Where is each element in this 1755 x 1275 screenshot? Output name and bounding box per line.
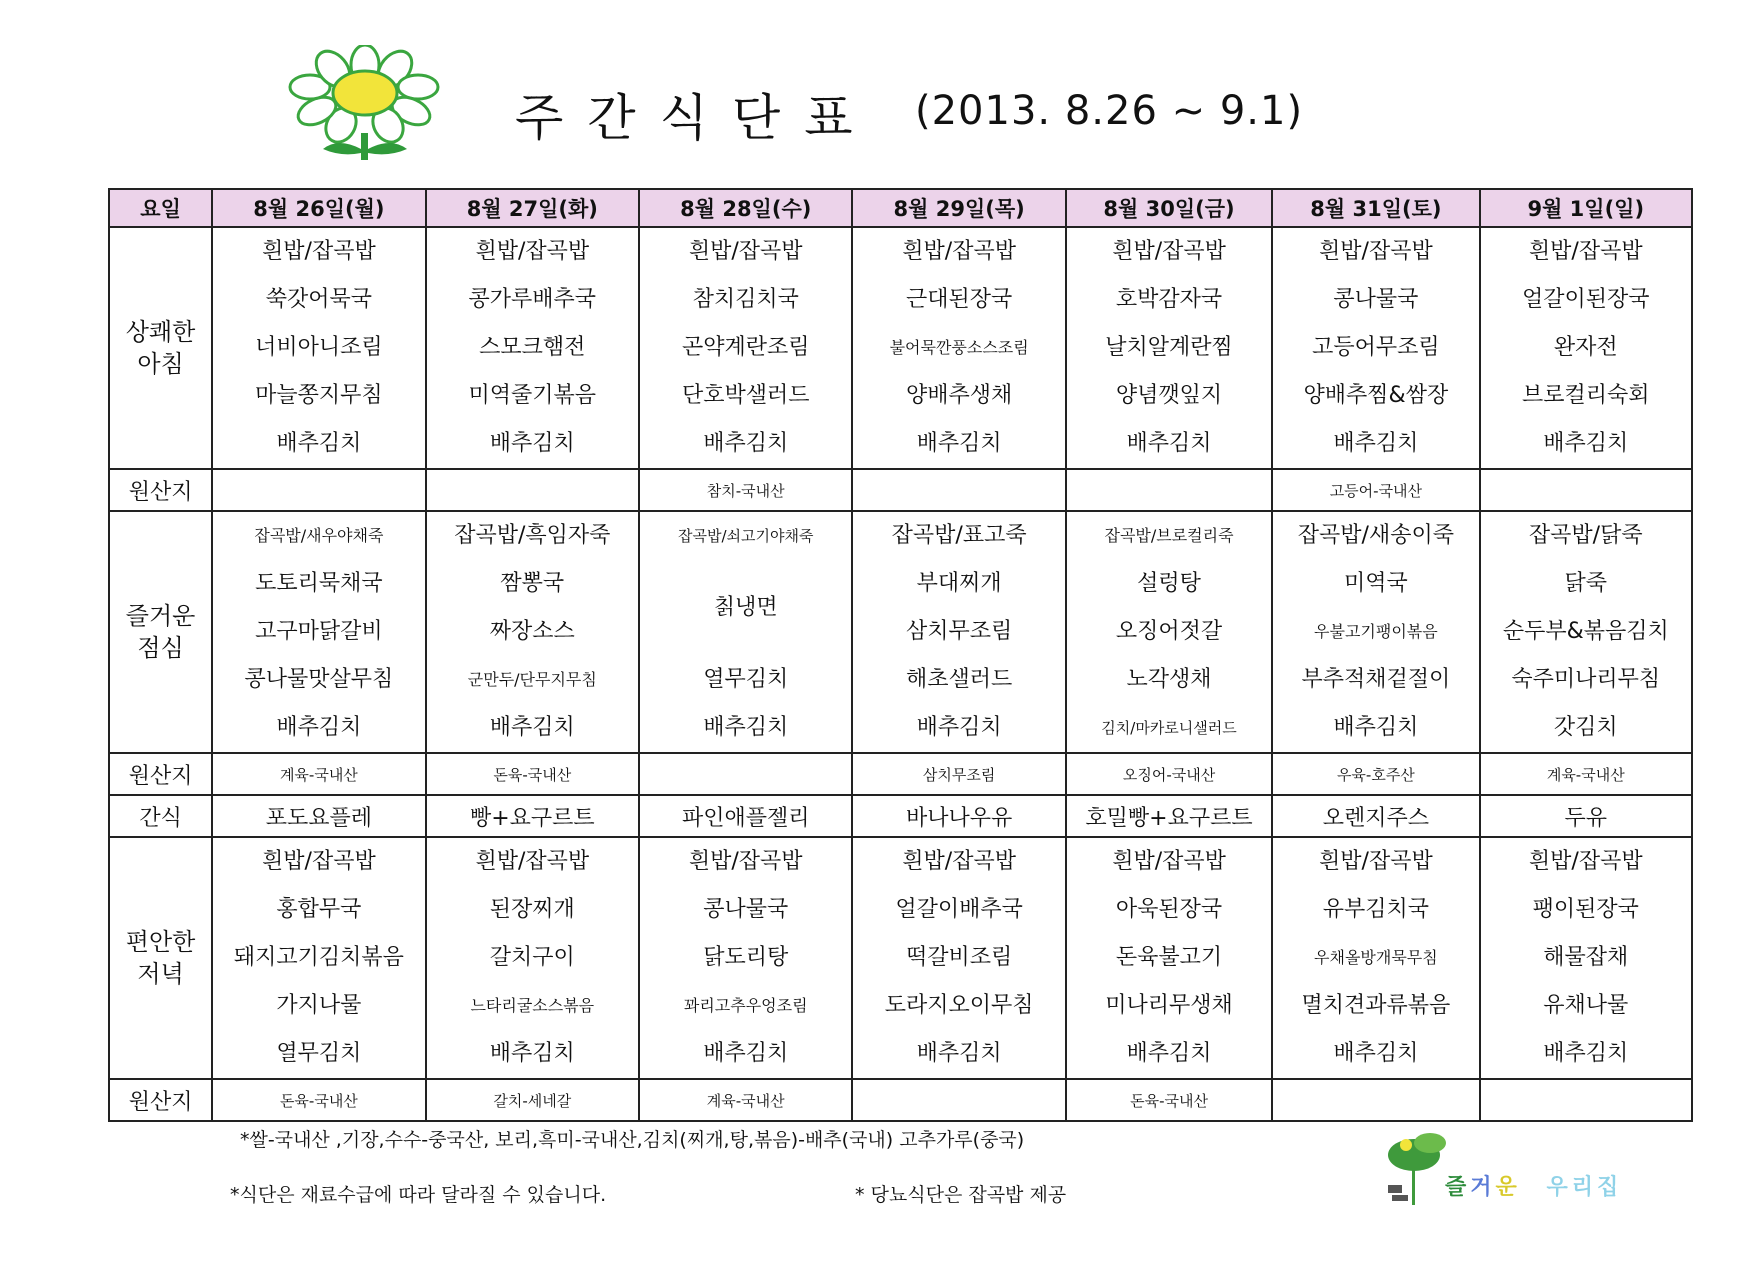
origin-cell: 돈육-국내산 <box>212 1079 425 1121</box>
menu-cell: 흰밥/잡곡밥 유부김치국 우채올방개묵무침 멸치견과류볶음 배추김치 <box>1272 837 1479 1079</box>
dinner-row <box>109 837 1692 1079</box>
origin-label: 원산지 <box>109 753 212 795</box>
footnote-supply: *식단은 재료수급에 따라 달라질 수 있습니다. <box>230 1184 607 1206</box>
snack-cell: 호밀빵+요구르트 <box>1066 795 1272 837</box>
column-header: 8월 30일(금) <box>1066 189 1272 227</box>
column-header: 8월 28일(수) <box>639 189 852 227</box>
menu-cell: 흰밥/잡곡밥 얼갈이된장국 완자전 브로컬리숙회 배추김치 <box>1480 227 1692 469</box>
menu-cell: 잡곡밥/쇠고기야채죽 칡냉면 열무김치 배추김치 <box>639 511 852 753</box>
origin-cell: 삼치무조림 <box>852 753 1065 795</box>
menu-cell: 잡곡밥/새우야채죽 도토리묵채국 고구마닭갈비 콩나물맛살무침 배추김치 <box>212 511 425 753</box>
menu-cell: 흰밥/잡곡밥 홍합무국 돼지고기김치볶음 가지나물 열무김치 <box>212 837 425 1079</box>
menu-cell: 잡곡밥/새송이죽 미역국 우불고기팽이볶음 부추적채겉절이 배추김치 <box>1272 511 1479 753</box>
origin-row-dinner <box>109 1079 1692 1121</box>
header-row <box>109 189 1692 227</box>
header <box>0 0 1755 180</box>
origin-cell: 참치-국내산 <box>639 469 852 511</box>
origin-cell <box>1480 1079 1692 1121</box>
origin-cell: 계육-국내산 <box>1480 753 1692 795</box>
origin-cell <box>1480 469 1692 511</box>
snack-cell: 오렌지주스 <box>1272 795 1479 837</box>
footnote-diabetic: * 당뇨식단은 잡곡밥 제공 <box>855 1184 1067 1206</box>
origin-cell <box>1066 469 1272 511</box>
daisy-icon <box>283 45 448 160</box>
origin-cell <box>639 753 852 795</box>
logo-text: 즐거운 우리집 <box>1445 1175 1623 1200</box>
snack-cell: 파인애플젤리 <box>639 795 852 837</box>
period-label: (2013. 8.26 ~ 9.1) <box>915 88 1304 134</box>
menu-cell: 흰밥/잡곡밥 근대된장국 불어묵깐풍소스조림 양배추생채 배추김치 <box>852 227 1065 469</box>
origin-label: 원산지 <box>109 469 212 511</box>
meal-label-lunch: 즐거운 점심 <box>109 511 212 753</box>
origin-cell <box>852 469 1065 511</box>
origin-cell: 오징어-국내산 <box>1066 753 1272 795</box>
origin-cell: 갈치-세네갈 <box>426 1079 639 1121</box>
menu-cell: 흰밥/잡곡밥 아욱된장국 돈육불고기 미나리무생채 배추김치 <box>1066 837 1272 1079</box>
snack-cell: 두유 <box>1480 795 1692 837</box>
breakfast-row <box>109 227 1692 469</box>
menu-cell: 잡곡밥/닭죽 닭죽 순두부&볶음김치 숙주미나리무침 갓김치 <box>1480 511 1692 753</box>
origin-cell <box>212 469 425 511</box>
column-header: 8월 29일(목) <box>852 189 1065 227</box>
origin-cell <box>1272 1079 1479 1121</box>
snack-cell: 빵+요구르트 <box>426 795 639 837</box>
snack-row <box>109 795 1692 837</box>
origin-cell: 계육-국내산 <box>639 1079 852 1121</box>
menu-cell: 잡곡밥/표고죽 부대찌개 삼치무조림 해초샐러드 배추김치 <box>852 511 1065 753</box>
footnote-origin: *쌀-국내산 ,기장,수수-중국산, 보리,흑미-국내산,김치(찌개,탕,볶음)-배추(국내) 고추가루(중국) <box>240 1129 1025 1151</box>
menu-cell: 흰밥/잡곡밥 팽이된장국 해물잡채 유채나물 배추김치 <box>1480 837 1692 1079</box>
snack-cell: 바나나우유 <box>852 795 1065 837</box>
origin-cell: 계육-국내산 <box>212 753 425 795</box>
menu-cell: 잡곡밥/흑임자죽 짬뽕국 짜장소스 군만두/단무지무침 배추김치 <box>426 511 639 753</box>
menu-cell: 흰밥/잡곡밥 콩나물국 고등어무조림 양배추찜&쌈장 배추김치 <box>1272 227 1479 469</box>
menu-table <box>108 188 1693 1122</box>
menu-cell: 흰밥/잡곡밥 된장찌개 갈치구이 느타리굴소스볶음 배추김치 <box>426 837 639 1079</box>
menu-cell: 흰밥/잡곡밥 얼갈이배추국 떡갈비조림 도라지오이무침 배추김치 <box>852 837 1065 1079</box>
origin-cell: 돈육-국내산 <box>426 753 639 795</box>
page-title: 주간식단표 <box>515 89 877 147</box>
origin-cell <box>852 1079 1065 1121</box>
meal-label-dinner: 편안한 저녁 <box>109 837 212 1079</box>
column-header: 8월 31일(토) <box>1272 189 1479 227</box>
column-header: 8월 26일(월) <box>212 189 425 227</box>
snack-cell: 포도요플레 <box>212 795 425 837</box>
origin-row-lunch <box>109 753 1692 795</box>
column-header: 요일 <box>109 189 212 227</box>
menu-cell: 잡곡밥/브로컬리죽 설렁탕 오징어젓갈 노각생채 김치/마카로니샐러드 <box>1066 511 1272 753</box>
origin-cell: 돈육-국내산 <box>1066 1079 1272 1121</box>
snack-label: 간식 <box>109 795 212 837</box>
lunch-row <box>109 511 1692 753</box>
menu-cell: 흰밥/잡곡밥 호박감자국 날치알계란찜 양념깻잎지 배추김치 <box>1066 227 1272 469</box>
meal-label-breakfast: 상쾌한 아침 <box>109 227 212 469</box>
origin-cell: 우육-호주산 <box>1272 753 1479 795</box>
origin-row-breakfast <box>109 469 1692 511</box>
menu-cell: 흰밥/잡곡밥 참치김치국 곤약계란조림 단호박샐러드 배추김치 <box>639 227 852 469</box>
menu-cell: 흰밥/잡곡밥 쑥갓어묵국 너비아니조림 마늘쫑지무침 배추김치 <box>212 227 425 469</box>
column-header: 8월 27일(화) <box>426 189 639 227</box>
menu-cell: 흰밥/잡곡밥 콩가루배추국 스모크햄전 미역줄기볶음 배추김치 <box>426 227 639 469</box>
origin-cell <box>426 469 639 511</box>
menu-cell: 흰밥/잡곡밥 콩나물국 닭도리탕 꽈리고추우엉조림 배추김치 <box>639 837 852 1079</box>
origin-cell: 고등어-국내산 <box>1272 469 1479 511</box>
column-header: 9월 1일(일) <box>1480 189 1692 227</box>
origin-label: 원산지 <box>109 1079 212 1121</box>
